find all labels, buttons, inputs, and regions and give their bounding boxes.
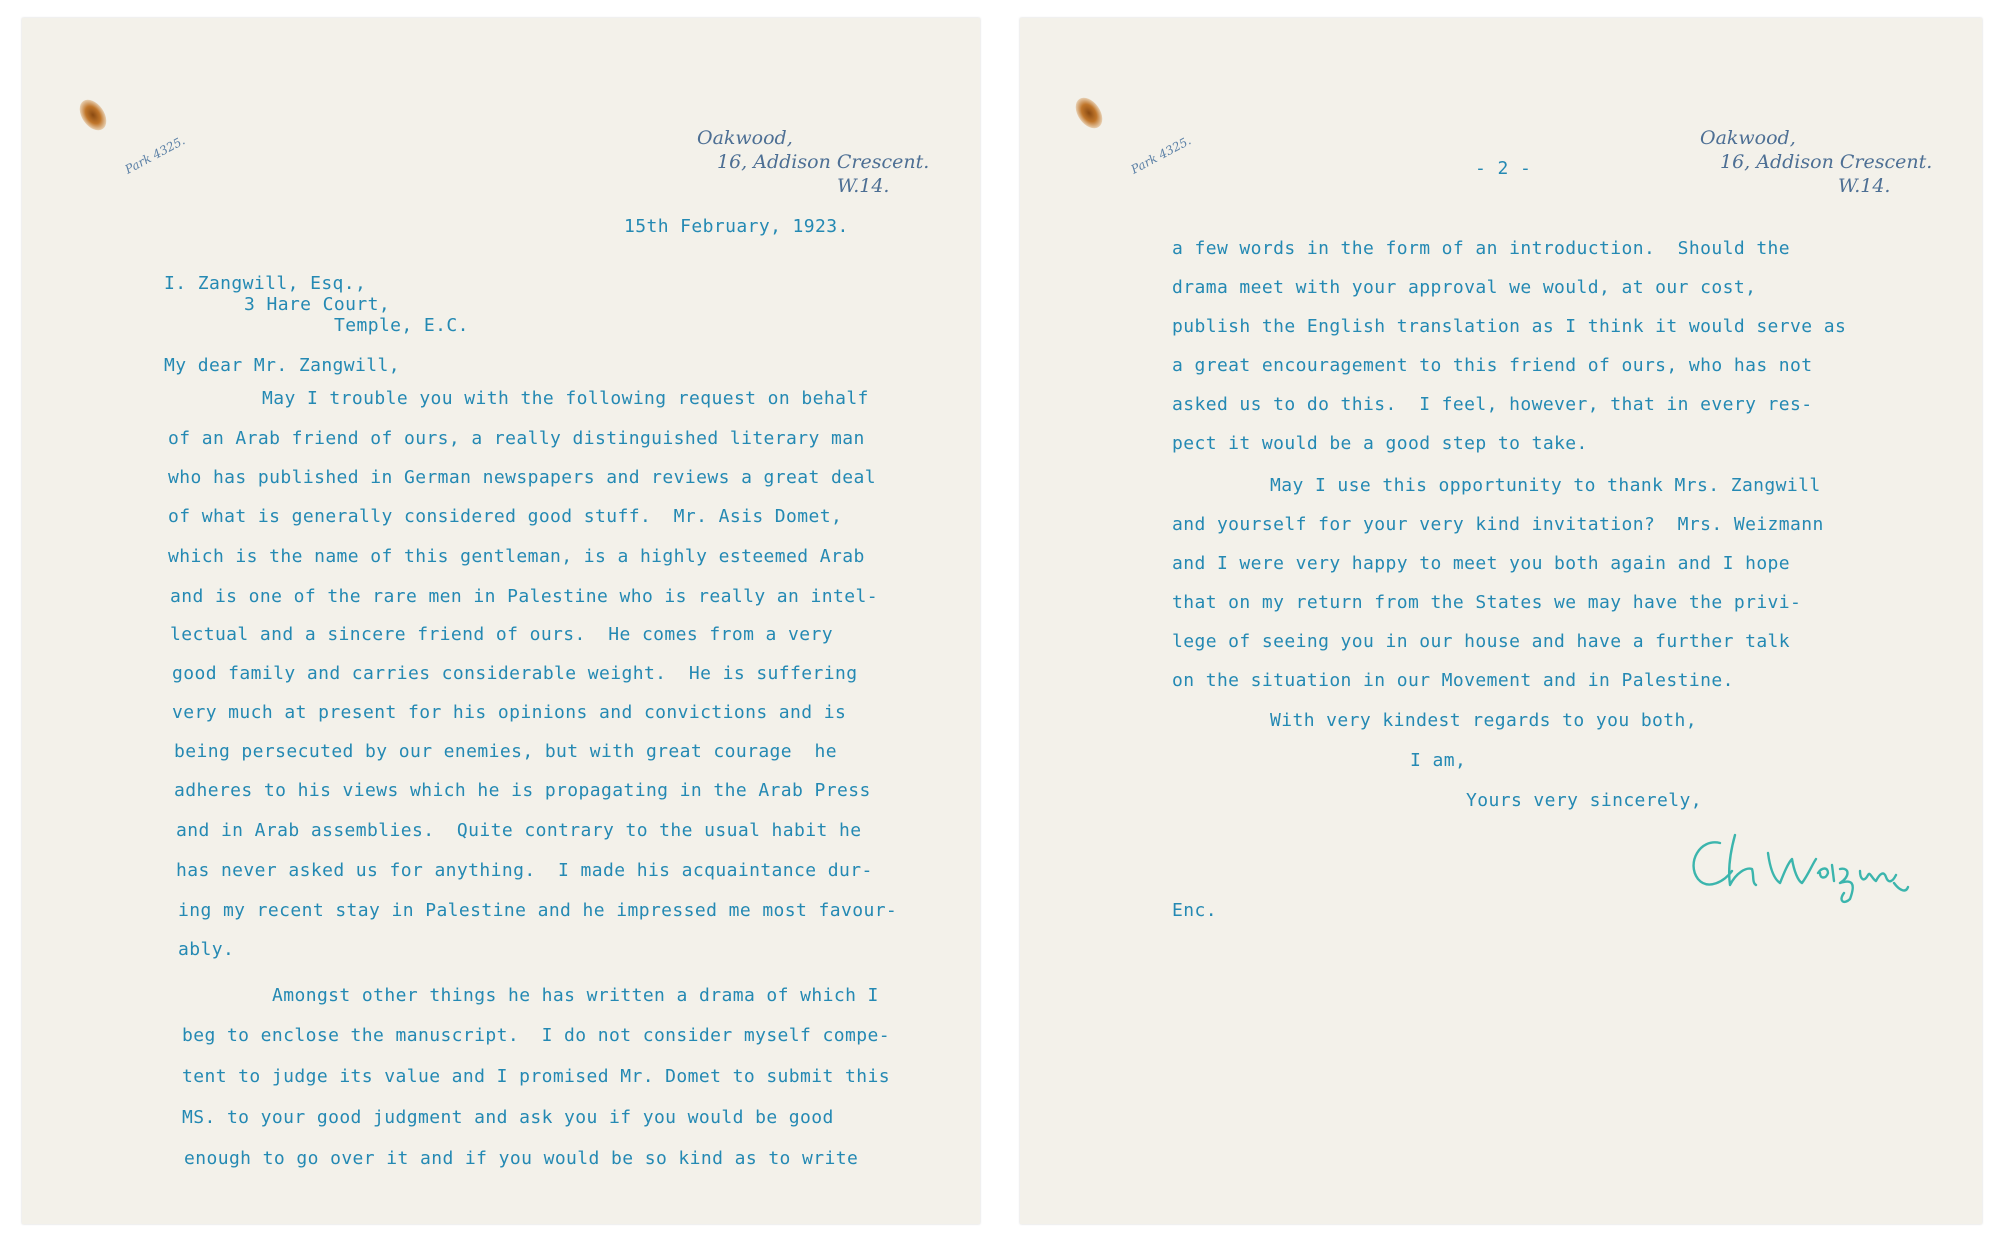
body-line: and I were very happy to meet you both again and I hope bbox=[1172, 553, 1791, 574]
body-line: adheres to his views which he is propagating in the Arab Press bbox=[174, 780, 871, 801]
body-line: of what is generally considered good stuff. Mr. Asis Domet, bbox=[168, 506, 843, 527]
body-line: and in Arab assemblies. Quite contrary to the usual habit he bbox=[176, 820, 862, 841]
page-number: - 2 - bbox=[1475, 158, 1532, 179]
body-line: lege of seeing you in our house and have a further talk bbox=[1172, 631, 1791, 652]
body-line: and is one of the rare men in Palestine who is really an intel- bbox=[170, 586, 878, 607]
burn-mark bbox=[1070, 93, 1108, 133]
body-line: and yourself for your very kind invitation? Mrs. Weizmann bbox=[1172, 514, 1824, 535]
body-line: pect it would be a good step to take. bbox=[1172, 433, 1588, 454]
body-line: May I use this opportunity to thank Mrs. Zangwill bbox=[1270, 475, 1821, 496]
salutation: My dear Mr. Zangwill, bbox=[164, 355, 400, 376]
burn-mark bbox=[74, 95, 112, 135]
body-line: good family and carries considerable weight. He is suffering bbox=[172, 663, 858, 684]
body-line: ably. bbox=[178, 939, 235, 960]
body-line: With very kindest regards to you both, bbox=[1270, 710, 1698, 731]
closing-line: Yours very sincerely, bbox=[1466, 790, 1702, 811]
address-line: W.14. bbox=[837, 175, 890, 197]
body-line: publish the English translation as I think it would serve as bbox=[1172, 316, 1847, 337]
body-line: beg to enclose the manuscript. I do not consider myself compe- bbox=[182, 1025, 890, 1046]
body-line: May I trouble you with the following request on behalf bbox=[262, 388, 869, 409]
recipient-line: Temple, E.C. bbox=[334, 315, 469, 336]
body-line: lectual and a sincere friend of ours. He comes from a very bbox=[170, 624, 833, 645]
body-line: ing my recent stay in Palestine and he impressed me most favour- bbox=[178, 900, 898, 921]
address-line: Oakwood, bbox=[697, 127, 793, 149]
body-line: drama meet with your approval we would, at our cost, bbox=[1172, 277, 1757, 298]
body-line: on the situation in our Movement and in Palestine. bbox=[1172, 670, 1734, 691]
recipient-line: I. Zangwill, Esq., bbox=[164, 273, 367, 294]
letter-date: 15th February, 1923. bbox=[624, 216, 849, 237]
address-line: 16, Addison Crescent. bbox=[1720, 151, 1933, 173]
body-line: which is the name of this gentleman, is a highly esteemed Arab bbox=[168, 546, 865, 567]
body-line: being persecuted by our enemies, but with great courage he bbox=[174, 741, 837, 762]
body-line: tent to judge its value and I promised Mr. Domet to submit this bbox=[182, 1066, 890, 1087]
recipient-line: 3 Hare Court, bbox=[244, 294, 391, 315]
body-line: asked us to do this. I feel, however, that in every res- bbox=[1172, 394, 1813, 415]
body-line: a great encouragement to this friend of ours, who has not bbox=[1172, 355, 1813, 376]
body-line: enough to go over it and if you would be so kind as to write bbox=[184, 1148, 859, 1169]
letterhead-address bbox=[697, 126, 929, 198]
body-line: MS. to your good judgment and ask you if you would be good bbox=[182, 1107, 834, 1128]
signature bbox=[1680, 813, 1910, 908]
letterhead-phone: Park 4325. bbox=[1128, 133, 1194, 177]
address-line: Oakwood, bbox=[1700, 127, 1796, 149]
enclosure-note: Enc. bbox=[1172, 900, 1217, 921]
body-line: a few words in the form of an introduction. Should the bbox=[1172, 238, 1791, 259]
letter-page-2 bbox=[1020, 18, 1982, 1224]
body-line: of an Arab friend of ours, a really distinguished literary man bbox=[168, 428, 865, 449]
body-line: that on my return from the States we may have the privi- bbox=[1172, 592, 1802, 613]
signature-text: Ch. Weizmann bbox=[1680, 813, 1686, 814]
address-line: W.14. bbox=[1838, 175, 1891, 197]
body-line: very much at present for his opinions and convictions and is bbox=[172, 702, 847, 723]
address-line: 16, Addison Crescent. bbox=[717, 151, 930, 173]
body-line: Amongst other things he has written a drama of which I bbox=[272, 985, 879, 1006]
body-line: who has published in German newspapers and reviews a great deal bbox=[168, 467, 876, 488]
letter-page-1 bbox=[22, 18, 980, 1224]
letterhead-address bbox=[1700, 126, 1932, 198]
body-line: has never asked us for anything. I made his acquaintance dur- bbox=[176, 860, 873, 881]
letterhead-phone: Park 4325. bbox=[122, 133, 188, 177]
closing-line: I am, bbox=[1410, 750, 1467, 771]
